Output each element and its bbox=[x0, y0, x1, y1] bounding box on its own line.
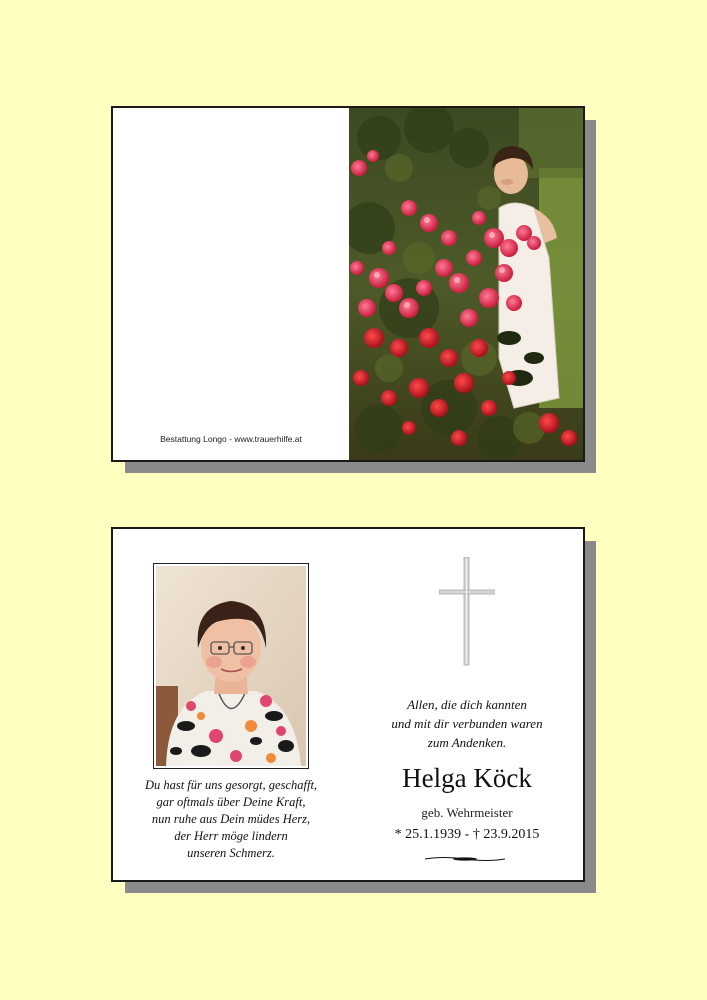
rose-garden-photo bbox=[349, 108, 585, 460]
poem-line: gar oftmals über Deine Kraft, bbox=[156, 795, 306, 809]
dedication-line: und mit dir verbunden waren bbox=[391, 716, 543, 731]
poem-line: nun ruhe aus Dein müdes Herz, bbox=[151, 812, 311, 826]
poem-line: unseren Schmerz. bbox=[187, 846, 275, 860]
poem-line: Du hast für uns gesorgt, geschafft, bbox=[144, 778, 318, 792]
dedication-text bbox=[349, 695, 585, 752]
front-card-blank-panel bbox=[113, 108, 349, 460]
deceased-name: Helga Köck bbox=[402, 763, 532, 793]
dedication-line: zum Andenken. bbox=[427, 735, 507, 750]
portrait-frame bbox=[153, 563, 309, 769]
life-dates: * 25.1.1939 - † 23.9.2015 bbox=[394, 827, 540, 842]
cross-icon bbox=[439, 557, 495, 667]
ornament-divider bbox=[423, 854, 507, 864]
memorial-poem bbox=[123, 777, 339, 862]
poem-line: der Herr möge lindern bbox=[174, 829, 288, 843]
funeral-home-credit: Bestattung Longo - www.trauerhilfe.at bbox=[160, 434, 302, 444]
back-card bbox=[111, 527, 585, 882]
front-card bbox=[111, 106, 585, 462]
maiden-name: geb. Wehrmeister bbox=[421, 805, 513, 820]
portrait-photo bbox=[156, 566, 306, 766]
dedication-line: Allen, die dich kannten bbox=[407, 697, 527, 712]
